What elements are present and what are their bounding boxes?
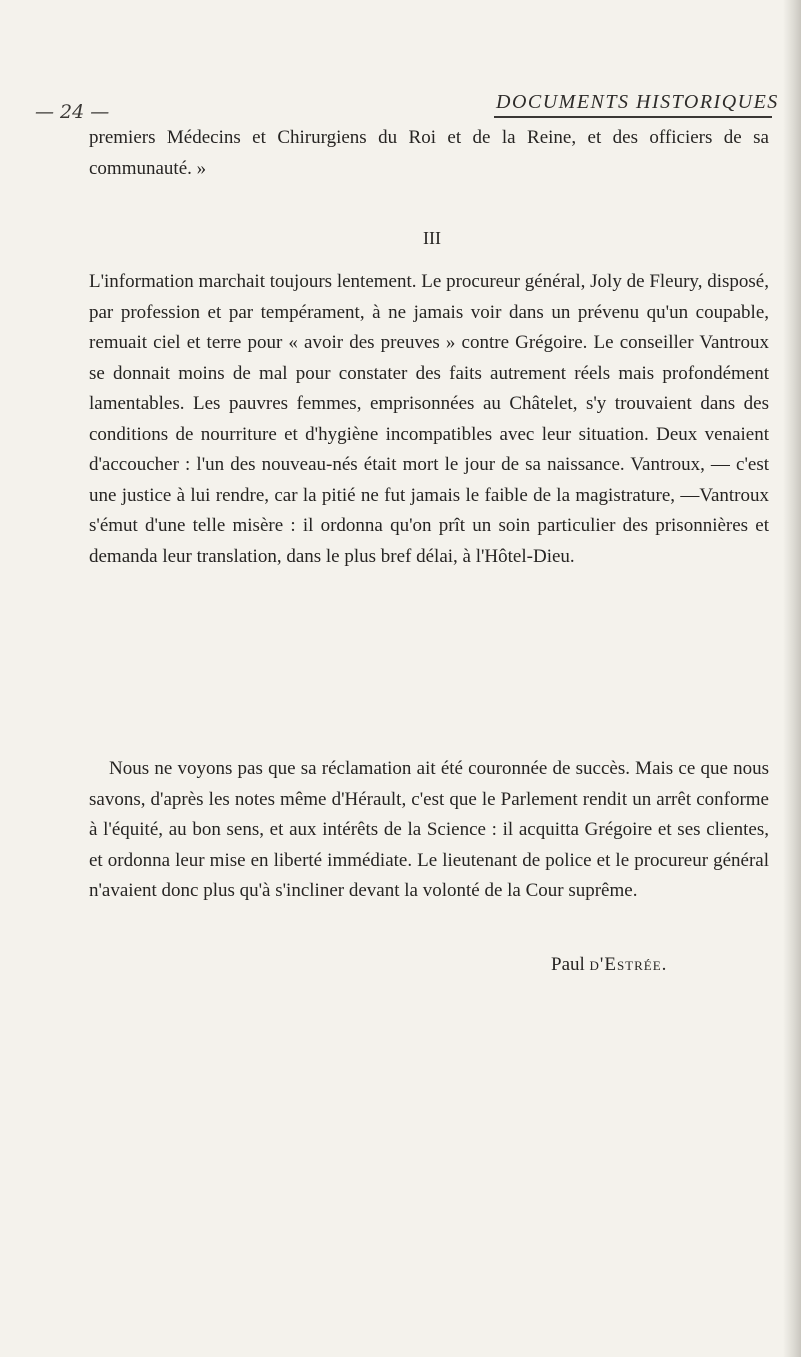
signature-last-name: d'Estrée. — [589, 954, 668, 975]
body-paragraph-2: Nous ne voyons pas que sa réclamation ait été couronnée de succès. Mais ce que nous savons, d'après les notes même d'Hérault, c'est que le Parlement rendit un arrêt conforme à l'équité, au bon sens, et aux intérêts de la Science : il acquitta Grégoire et ses clientes, et ordonna leur mise en liberté immédiate. Le lieutenant de police et le procureur général n'avaient donc plus qu'à s'incliner devant la volonté de la Cour suprême. — [89, 758, 769, 901]
body-paragraph-1: L'information marchait toujours lentement. Le procureur général, Joly de Fleury, disposé, par profession et par tempérament, à ne jamais voir dans un prévenu qu'un coupable, remuait ciel et terre pour « avoir des preuves » contre Grégoire. Le conseiller Vantroux se donnait moins de mal pour constater des faits autrement réels mais profondément lamentables. Les pauvres femmes, emprisonnées au Châtelet, s'y trouvaient dans des conditions de nourriture et d'hygiène incompatibles avec leur situation. Deux venaient d'accoucher : l'un des nouveau-nés était mort le jour de sa naissance. Vantroux, — c'est une justice à lui rendre, car la pitié ne fut jamais le faible de la magistrature, —Vantroux s'émut d'une telle misère : il ordonna qu'on prît un soin particulier des prisonnières et demanda leur translation, dans le plus bref délai, à l'Hôtel-Dieu. — [89, 271, 769, 567]
continuation-paragraph: premiers Médecins et Chirurgiens du Roi et de la Reine, et des officiers de sa communauté. » — [89, 127, 769, 179]
signature-first-name: Paul — [551, 954, 585, 975]
section-number: III — [423, 228, 441, 248]
header-rule — [494, 116, 772, 118]
running-head: DOCUMENTS HISTORIQUES — [496, 91, 779, 113]
author-signature — [551, 954, 667, 976]
page-edge-shadow — [783, 0, 801, 1357]
page-number: — 24 — — [35, 101, 110, 123]
